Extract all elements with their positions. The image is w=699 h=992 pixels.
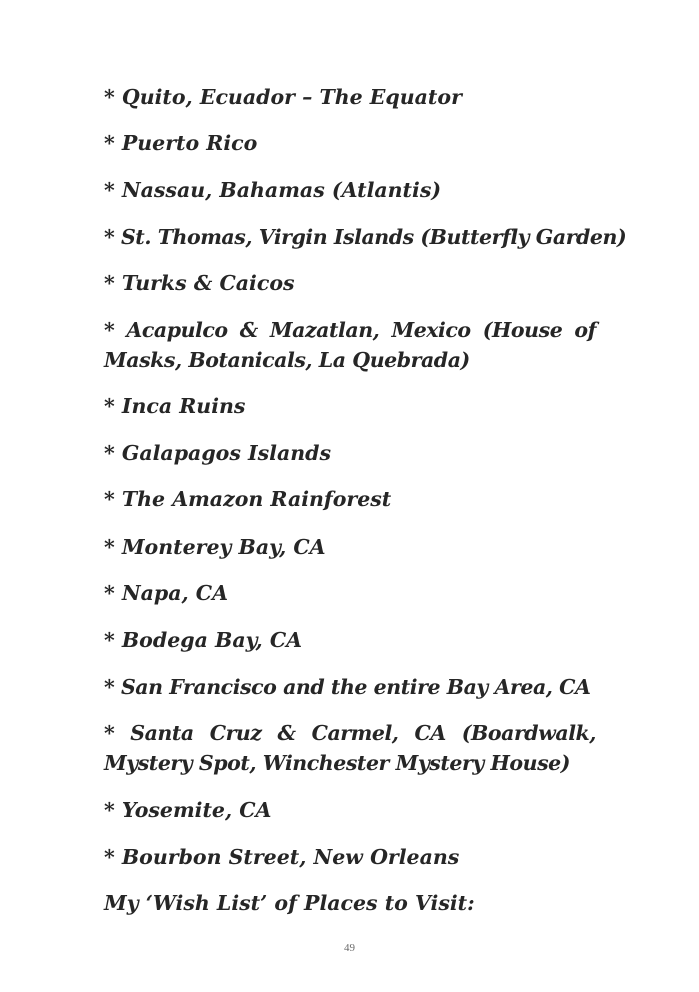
list-item-galapagos: * Galapagos Islands <box>104 441 332 465</box>
list-item-amazon: * The Amazon Rainforest <box>104 487 392 511</box>
list-item-quito: * Quito, Ecuador – The Equator <box>104 85 462 109</box>
section-heading: My ‘Wish List’ of Places to Visit: <box>104 891 475 915</box>
list-item-bourbon-street: * Bourbon Street, New Orleans <box>104 845 460 869</box>
list-item-nassau: * Nassau, Bahamas (Atlantis) <box>104 178 442 202</box>
list-item-san-francisco: * San Francisco and the entire Bay Area, CA <box>104 675 591 699</box>
list-item-st-thomas: * St. Thomas, Virgin Islands (Butterfly Garden) <box>104 225 627 249</box>
list-item-inca-ruins: * Inca Ruins <box>104 394 246 418</box>
list-item-santa-cruz-carmel: * Santa Cruz & Carmel, CA (Boardwalk, Mystery Spot, Winchester Mystery House) <box>104 721 596 775</box>
list-item-bodega-bay: * Bodega Bay, CA <box>104 628 303 652</box>
list-item-acapulco-mazatlan: * Acapulco & Mazatlan, Mexico (House of Masks, Botanicals, La Quebrada) <box>104 318 596 372</box>
list-item-yosemite: * Yosemite, CA <box>104 798 272 822</box>
list-item-monterey: * Monterey Bay, CA <box>104 535 326 559</box>
list-item-turks-caicos: * Turks & Caicos <box>104 271 295 295</box>
list-item-puerto-rico: * Puerto Rico <box>104 131 258 155</box>
page-number: 49 <box>344 942 355 954</box>
list-item-napa: * Napa, CA <box>104 581 228 605</box>
